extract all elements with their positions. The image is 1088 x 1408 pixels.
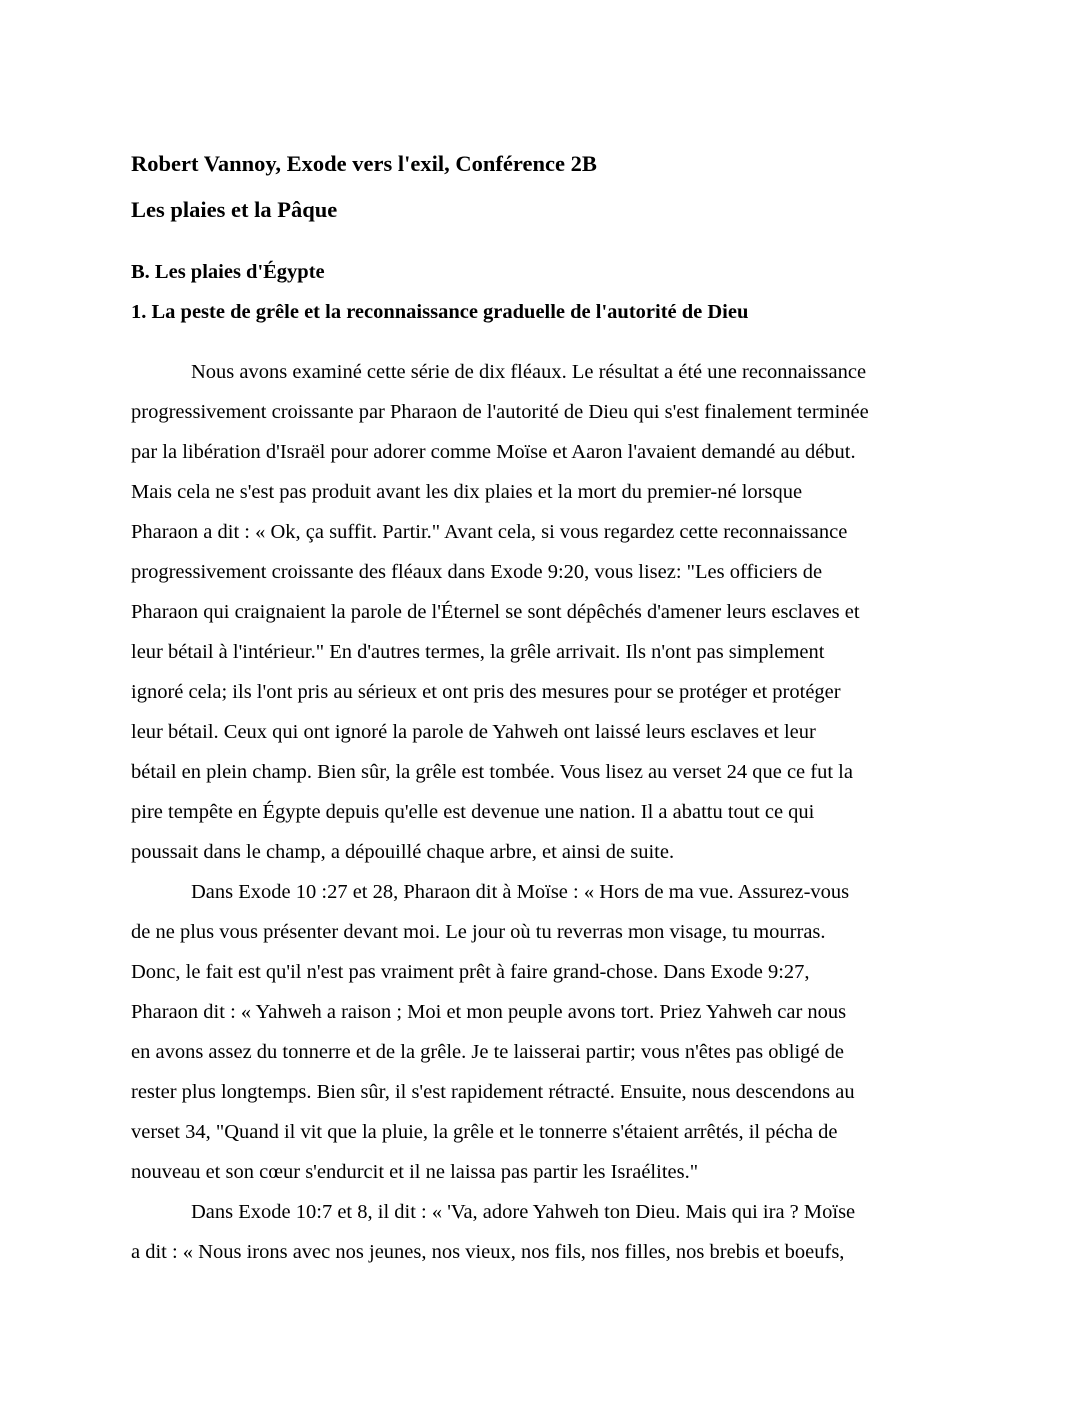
text-line: par la libération d'Israël pour adorer comme Moïse et Aaron l'avaient demandé au début.: [131, 441, 856, 463]
text-line: Dans Exode 10:7 et 8, il dit : « 'Va, adore Yahweh ton Dieu. Mais qui ira ? Moïse: [191, 1201, 856, 1223]
text-line: Nous avons examiné cette série de dix fléaux. Le résultat a été une reconnaissance: [191, 361, 867, 383]
text-line: leur bétail. Ceux qui ont ignoré la parole de Yahweh ont laissé leurs esclaves et leur: [131, 721, 816, 743]
text-line: Dans Exode 10 :27 et 28, Pharaon dit à Moïse : « Hors de ma vue. Assurez-vous: [191, 881, 850, 903]
text-line: Pharaon qui craignaient la parole de l'Éternel se sont dépêchés d'amener leurs esclaves et: [131, 601, 860, 623]
paragraph: [131, 357, 961, 877]
text-line: Pharaon dit : « Yahweh a raison ; Moi et mon peuple avons tort. Priez Yahweh car nous: [131, 1001, 847, 1023]
text-line: a dit : « Nous irons avec nos jeunes, nos vieux, nos fils, nos filles, nos brebis et boeufs,: [131, 1241, 845, 1263]
paragraph: [131, 1197, 961, 1277]
text-line: Mais cela ne s'est pas produit avant les dix plaies et la mort du premier-né lorsque: [131, 481, 803, 503]
text-line: poussait dans le champ, a dépouillé chaque arbre, et ainsi de suite.: [131, 841, 675, 863]
document-title: Robert Vannoy, Exode vers l'exil, Conférence 2B: [131, 151, 597, 176]
text-line: ignoré cela; ils l'ont pris au sérieux et ont pris des mesures pour se protéger et protéger: [131, 681, 841, 703]
paragraph: [131, 877, 961, 1197]
text-line: nouveau et son cœur s'endurcit et il ne laissa pas partir les Israélites.": [131, 1161, 699, 1183]
text-line: en avons assez du tonnerre et de la grêle. Je te laisserai partir; vous n'êtes pas obligé de: [131, 1041, 844, 1063]
text-line: de ne plus vous présenter devant moi. Le jour où tu reverras mon visage, tu mourras.: [131, 921, 826, 943]
text-line: verset 34, "Quand il vit que la pluie, la grêle et le tonnerre s'étaient arrêtés, il pécha de: [131, 1121, 838, 1143]
text-line: progressivement croissante des fléaux dans Exode 9:20, vous lisez: "Les officiers de: [131, 561, 823, 583]
text-line: progressivement croissante par Pharaon de l'autorité de Dieu qui s'est finalement terminée: [131, 401, 869, 423]
text-line: leur bétail à l'intérieur." En d'autres termes, la grêle arrivait. Ils n'ont pas simplement: [131, 641, 825, 663]
subsection-heading: 1. La peste de grêle et la reconnaissance graduelle de l'autorité de Dieu: [131, 301, 749, 323]
text-line: Pharaon a dit : « Ok, ça suffit. Partir." Avant cela, si vous regardez cette reconnaissance: [131, 521, 848, 543]
document-subtitle: Les plaies et la Pâque: [131, 197, 338, 222]
text-line: rester plus longtemps. Bien sûr, il s'est rapidement rétracté. Ensuite, nous descendons au: [131, 1081, 855, 1103]
text-line: Donc, le fait est qu'il n'est pas vraiment prêt à faire grand-chose. Dans Exode 9:27,: [131, 961, 810, 983]
body-text: [131, 357, 961, 1277]
text-line: pire tempête en Égypte depuis qu'elle est devenue une nation. Il a abattu tout ce qui: [131, 801, 815, 823]
text-line: bétail en plein champ. Bien sûr, la grêle est tombée. Vous lisez au verset 24 que ce fut la: [131, 761, 853, 783]
section-heading: B. Les plaies d'Égypte: [131, 261, 325, 283]
